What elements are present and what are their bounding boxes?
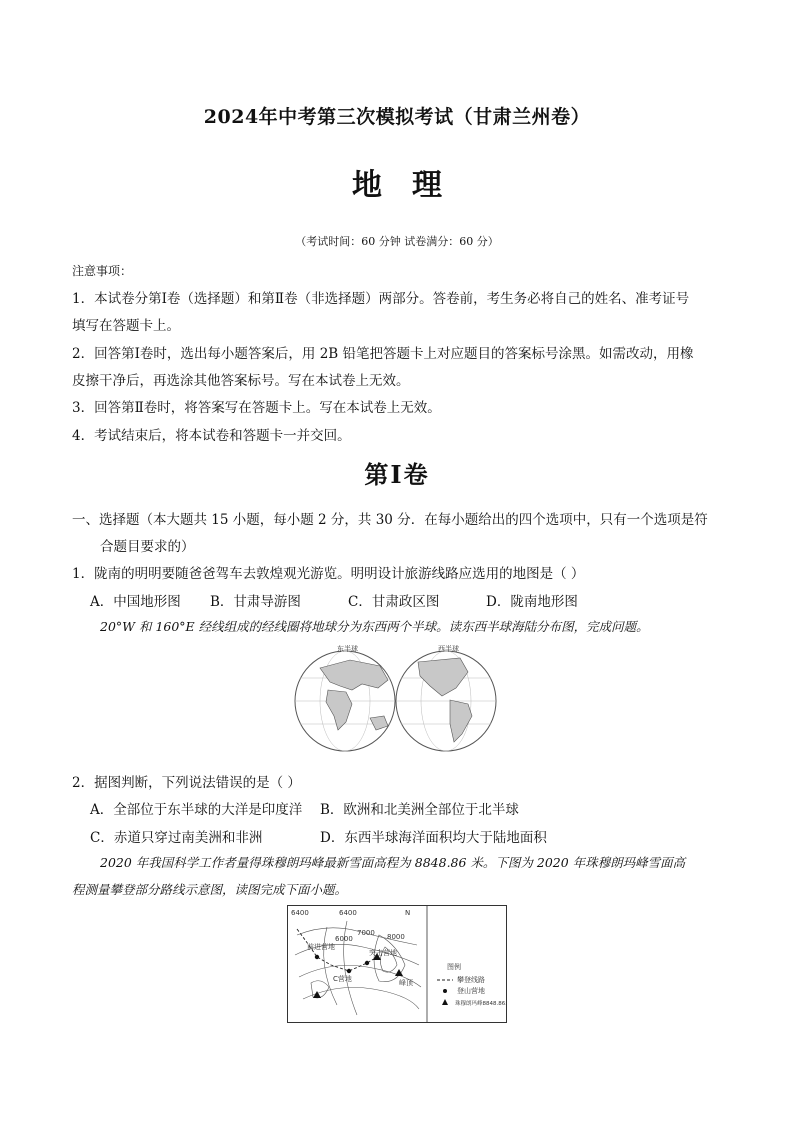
question-1-stem: 1．陇南的明明要随爸爸驾车去敦煌观光游览。明明设计旅游线路应选用的地图是（ ）	[72, 566, 585, 582]
part1-heading-line2: 合题目要求的）	[100, 539, 195, 555]
question-2-intro: 20°W 和 160°E 经线组成的经线圈将地球分为东西两个半球。读东西半球海陆分布图，完成问题。	[100, 619, 649, 634]
legend-route-label: 攀登线路	[457, 976, 485, 984]
camp-label-assault: 突击营地	[369, 949, 397, 957]
question-2-stem: 2．据图判断，下列说法错误的是（ ）	[72, 775, 301, 791]
exam-title: 2024年中考第三次模拟考试（甘肃兰州卷）	[203, 106, 591, 128]
legend-peak-label: 珠穆朗玛峰8848.86米	[455, 1001, 507, 1007]
contour-label-7000: 7000	[357, 929, 375, 937]
notes-heading: 注意事项：	[72, 264, 133, 278]
hemisphere-map	[290, 638, 502, 758]
question-1-option-b: B．甘肃导游图	[210, 594, 301, 610]
subject-title: 地理	[352, 168, 472, 203]
section-title: 第Ⅰ卷	[364, 460, 430, 489]
landmass-south-america	[450, 700, 472, 742]
contour-label-6400-a: 6400	[291, 909, 309, 917]
landmass-north-america	[418, 658, 468, 696]
legend-camp-label: 登山营地	[457, 987, 485, 995]
landmass-australia	[370, 716, 388, 730]
question-1-option-d: D．陇南地形图	[486, 594, 578, 610]
west-hemisphere-label: 西半球	[438, 645, 459, 653]
part1-heading-line1: 一、选择题（本大题共 15 小题，每小题 2 分，共 30 分．在每小题给出的四个选项中，只有一个选项是符	[72, 512, 708, 528]
question-1-option-a: A．中国地形图	[90, 594, 181, 610]
peak-label: 峰顶	[399, 979, 413, 987]
contour-label-6000: 6000	[335, 935, 353, 943]
everest-route-map	[287, 905, 507, 1023]
contour-label-6400-b: 6400	[339, 909, 357, 917]
question-1-option-c: C．甘肃政区图	[348, 594, 440, 610]
note-item-2-line1: 2．回答第Ⅰ卷时，选出每小题答案后，用 2B 铅笔把答题卡上对应题目的答案标号涂黑。如需改动，用橡	[72, 346, 694, 362]
note-item-3: 3．回答第Ⅱ卷时，将答案写在答题卡上。写在本试卷上无效。	[72, 400, 441, 416]
question-2-option-a: A．全部位于东半球的大洋是印度洋	[90, 802, 303, 818]
question-2-option-c: C．赤道只穿过南美洲和非洲	[90, 830, 263, 846]
note-item-1-line2: 填写在答题卡上。	[72, 318, 180, 334]
east-hemisphere-label: 东半球	[337, 645, 358, 653]
exam-info: （考试时间：60 分钟 试卷满分：60 分）	[295, 235, 499, 248]
note-item-1-line1: 1．本试卷分第Ⅰ卷（选择题）和第Ⅱ卷（非选择题）两部分。答卷前，考生务必将自己的姓名、准考证号	[72, 291, 690, 307]
camp-label-c: C营地	[333, 975, 352, 983]
question-3-intro-line1: 2020 年我国科学工作者量得珠穆朗玛峰最新雪面高程为 8848.86 米。下图为 2020 年珠穆朗玛峰雪面高	[100, 855, 686, 870]
question-2-option-d: D．东西半球海洋面积均大于陆地面积	[320, 830, 547, 846]
question-2-option-b: B．欧洲和北美洲全部位于北半球	[320, 802, 519, 818]
note-item-4: 4．考试结束后，将本试卷和答题卡一并交回。	[72, 428, 351, 444]
note-item-2-line2: 皮擦干净后，再选涂其他答案标号。写在本试卷上无效。	[72, 373, 410, 389]
landmass-eurasia	[320, 660, 388, 690]
contour-label-8000: 8000	[387, 933, 405, 941]
question-3-intro-line2: 程测量攀登部分路线示意图，读图完成下面小题。	[72, 882, 348, 897]
camp-label-advance: 前进营地	[307, 943, 335, 951]
legend-title: 图例	[447, 963, 461, 971]
north-arrow-label: N	[405, 909, 411, 917]
